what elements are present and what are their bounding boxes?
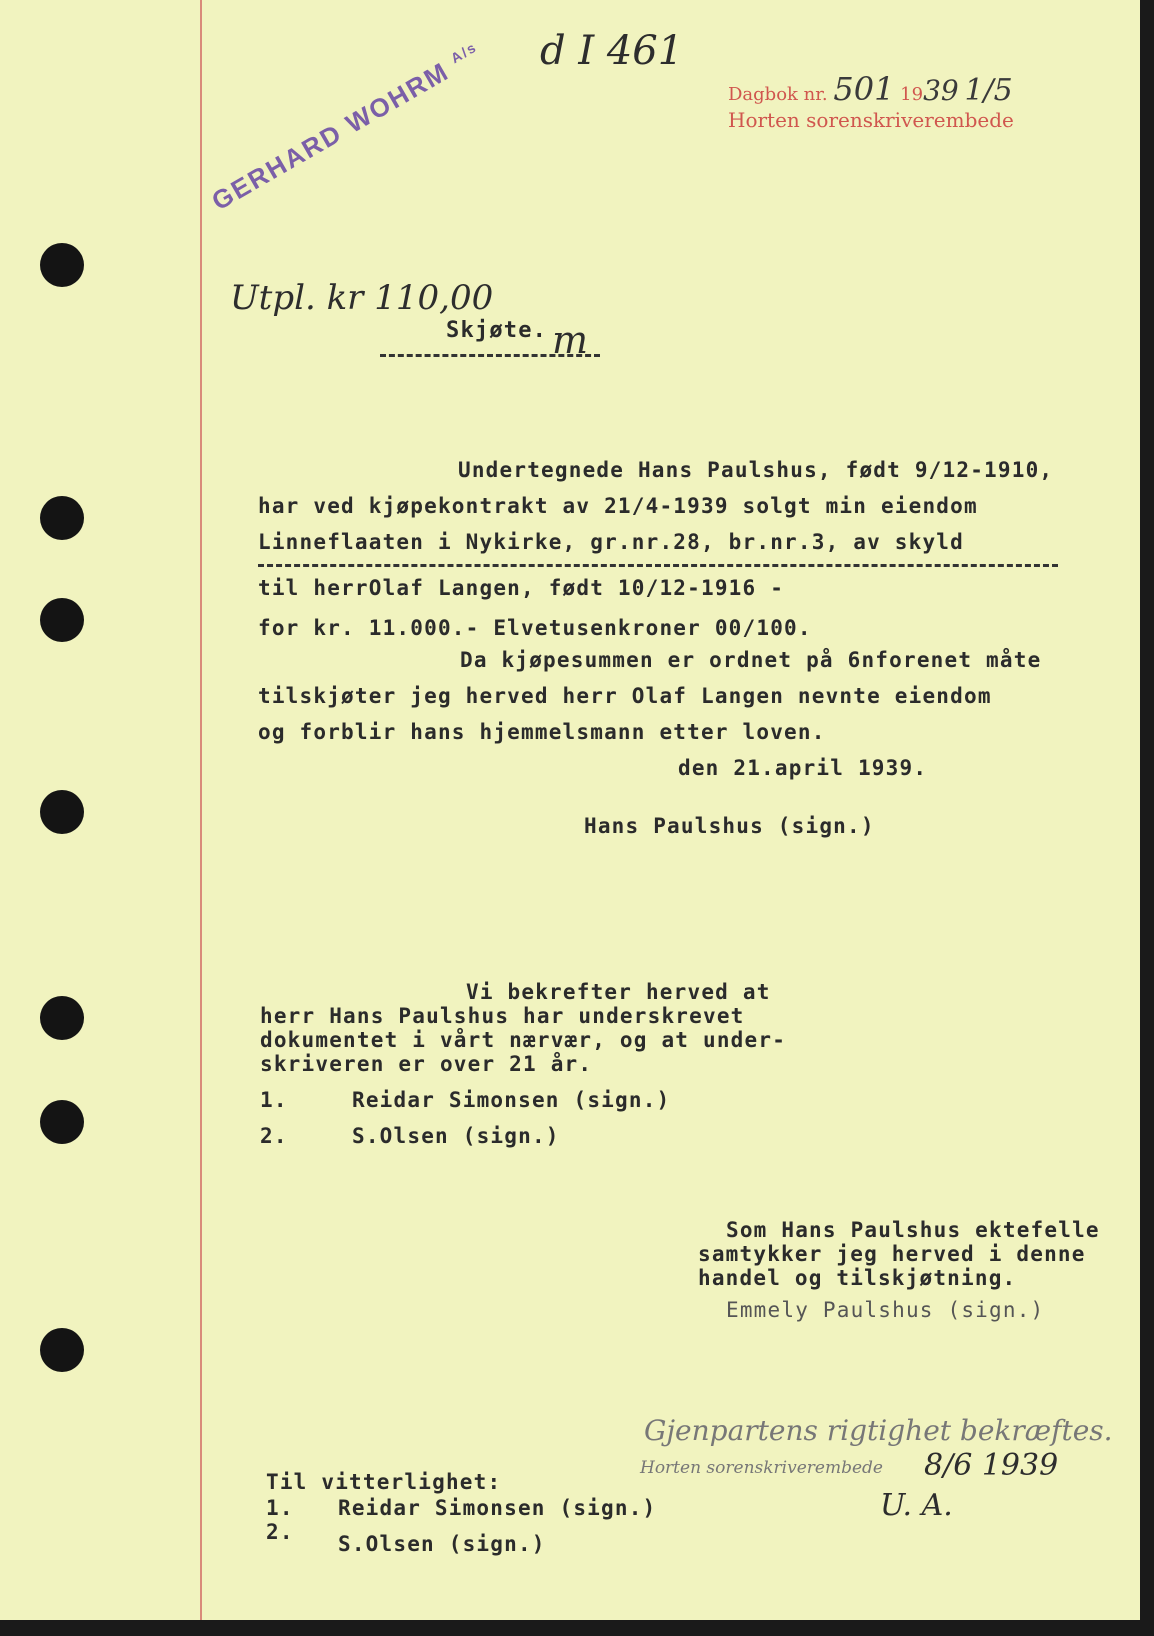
witness-2-number: 2. [260, 1124, 288, 1148]
fee-note: Utpl. kr 110,00 [230, 278, 494, 318]
vitterlighet-heading: Til vitterlighet: [266, 1470, 502, 1494]
dagbok-year-printed: 19 [900, 84, 924, 105]
witness-line-3: dokumentet i vårt nærvær, og at under- [260, 1028, 787, 1052]
certification-initials: U. A. [880, 1488, 953, 1523]
body-line-7: tilskjøter jeg herved herr Olaf Langen nevnte eiendom [258, 684, 992, 708]
document-title: Skjøte. [446, 318, 548, 343]
body-line-3: Linneflaaten i Nykirke, gr.nr.28, br.nr.3, av skyld [258, 530, 964, 554]
spouse-line-1: Som Hans Paulshus ektefelle [726, 1218, 1100, 1242]
spouse-line-3: handel og tilskjøtning. [698, 1266, 1017, 1290]
binder-hole-7 [40, 1328, 84, 1372]
binder-hole-6 [40, 1100, 84, 1144]
dagbok-number: 501 [833, 70, 895, 108]
body-line-4: til herrOlaf Langen, født 10/12-1916 - [258, 576, 785, 600]
body-line-2: har ved kjøpekontrakt av 21/4-1939 solgt min eiendom [258, 494, 978, 518]
spouse-line-2: samtykker jeg herved i denne [698, 1242, 1086, 1266]
body-line-6: Da kjøpesummen er ordnet på 6nforenet måte [460, 648, 1042, 672]
spouse-signature: Emmely Paulshus (sign.) [726, 1298, 1045, 1322]
company-stamp [207, 37, 487, 217]
vitterlighet-2-number: 2. [266, 1520, 294, 1544]
dagbok-label: Dagbok nr. [728, 84, 828, 105]
witness-line-1: Vi bekrefter herved at [466, 980, 771, 1004]
witness-1-name: Reidar Simonsen (sign.) [352, 1088, 671, 1112]
body-line-1: Undertegnede Hans Paulshus, født 9/12-1910, [458, 458, 1054, 482]
binder-hole-5 [40, 996, 84, 1040]
binder-hole-2 [40, 496, 84, 540]
margin-line [200, 0, 202, 1620]
witness-2-name: S.Olsen (sign.) [352, 1124, 560, 1148]
binder-hole-4 [40, 790, 84, 834]
witness-1-number: 1. [260, 1088, 288, 1112]
body-rule [258, 564, 1058, 567]
dagbok-year-hand: 39 [923, 74, 959, 107]
title-initials: m [552, 318, 589, 362]
certification-line: Gjenpartens rigtighet bekræftes. [644, 1414, 1113, 1447]
dagbok-date: 1/5 [964, 73, 1013, 108]
vitterlighet-1-number: 1. [266, 1496, 294, 1520]
body-line-5: for kr. 11.000.- Elvetusenkroner 00/100. [258, 616, 812, 640]
vitterlighet-1-name: Reidar Simonsen (sign.) [338, 1496, 657, 1520]
certification-office: Horten sorenskriverembede [640, 1458, 883, 1478]
witness-line-2: herr Hans Paulshus har underskrevet [260, 1004, 745, 1028]
company-stamp-text: GERHARD WOHRM [206, 55, 455, 217]
company-stamp-suffix: A/s [447, 38, 480, 67]
binder-hole-3 [40, 598, 84, 642]
office-stamp: Horten sorenskriverembede [728, 108, 1014, 132]
binder-hole-1 [40, 243, 84, 287]
archive-reference: d I 461 [540, 28, 684, 74]
witness-line-4: skriveren er over 21 år. [260, 1052, 593, 1076]
body-line-8: og forblir hans hjemmelsmann etter loven. [258, 720, 826, 744]
dagbok-stamp [728, 70, 1013, 108]
seller-signature: Hans Paulshus (sign.) [584, 814, 875, 838]
body-date: den 21.april 1939. [678, 756, 928, 780]
vitterlighet-2-name: S.Olsen (sign.) [338, 1532, 546, 1556]
certification-date: 8/6 1939 [924, 1448, 1059, 1483]
